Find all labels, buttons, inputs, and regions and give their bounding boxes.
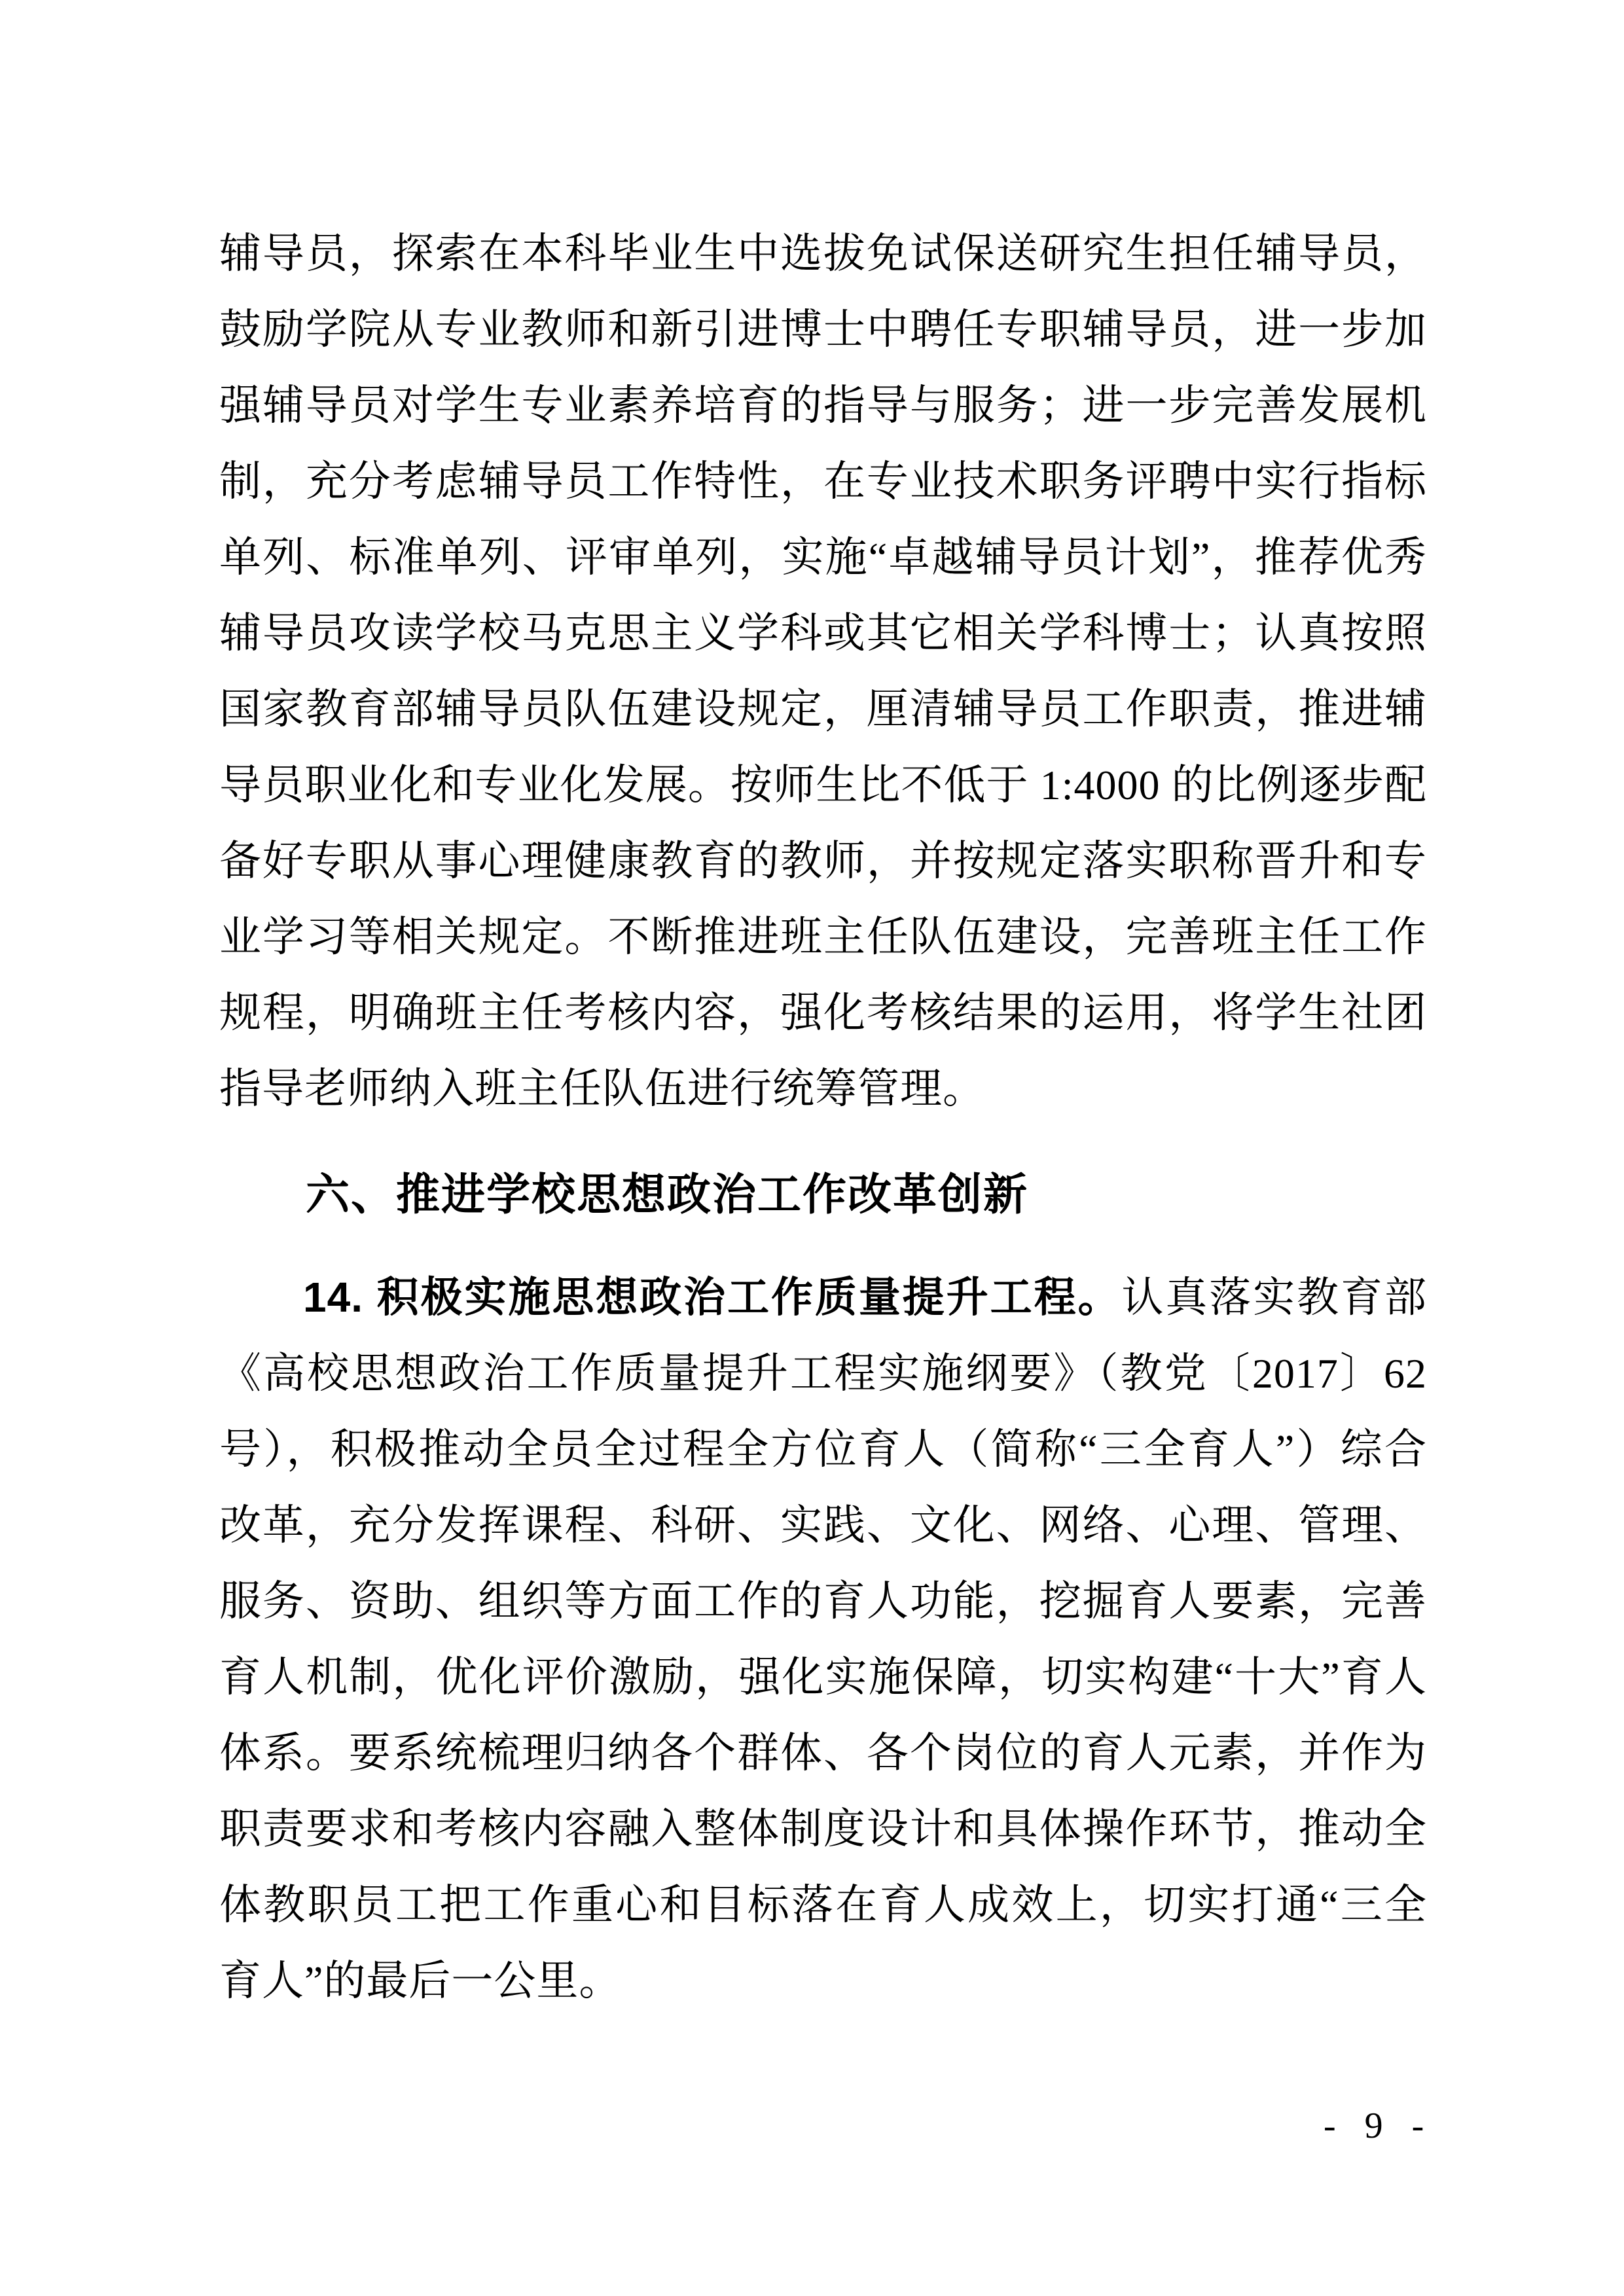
section-heading-6: 六、推进学校思想政治工作改革创新 xyxy=(306,1170,1028,1219)
paragraph-item-14 xyxy=(219,1259,1427,2019)
paragraph-continuation: 辅导员，探索在本科毕业生中选拔免试保送研究生担任辅导员，鼓励学院从专业教师和新引进博士中聘任专职辅导员，进一步加强辅导员对学生专业素养培育的指导与服务；进一步完善发展机制，充分考虑辅导员工作特性，在专业技术职务评聘中实行指标单列、标准单列、评审单列，实施“卓越辅导员计划”，推荐优秀辅导员攻读学校马克思主义学科或其它相关学科博士；认真按照国家教育部辅导员队伍建设规定，厘清辅导员工作职责，推进辅导员职业化和专业化发展。按师生比不低于 1:4000 的比例逐步配备好专职从事心理健康教育的教师，并按规定落实职称晋升和专业学习等相关规定。不断推进班主任队伍建设，完善班主任工作规程，明确班主任考核内容，强化考核结果的运用，将学生社团指导老师纳入班主任队伍进行统筹管理。 xyxy=(219,230,1427,1112)
item-14-label: 14. 积极实施思想政治工作质量提升工程。 xyxy=(303,1274,1122,1321)
page-number: - 9 - xyxy=(1324,2106,1426,2146)
document-content xyxy=(219,216,1427,2019)
item-14-text: 认真落实教育部《高校思想政治工作质量提升工程实施纲要》（教党〔2017〕62号），积极推动全员全过程全方位育人（简称“三全育人”）综合改革，充分发挥课程、科研、实践、文化、网络、心理、管理、服务、资助、组织等方面工作的育人功能，挖掘育人要素，完善育人机制，优化评价激励，强化实施保障，切实构建“十大”育人体系。要系统梳理归纳各个群体、各个岗位的育人元素，并作为职责要求和考核内容融入整体制度设计和具体操作环节，推动全体教职员工把工作重心和目标落在育人成效上，切实打通“三全育人”的最后一公里。 xyxy=(219,1274,1427,2004)
